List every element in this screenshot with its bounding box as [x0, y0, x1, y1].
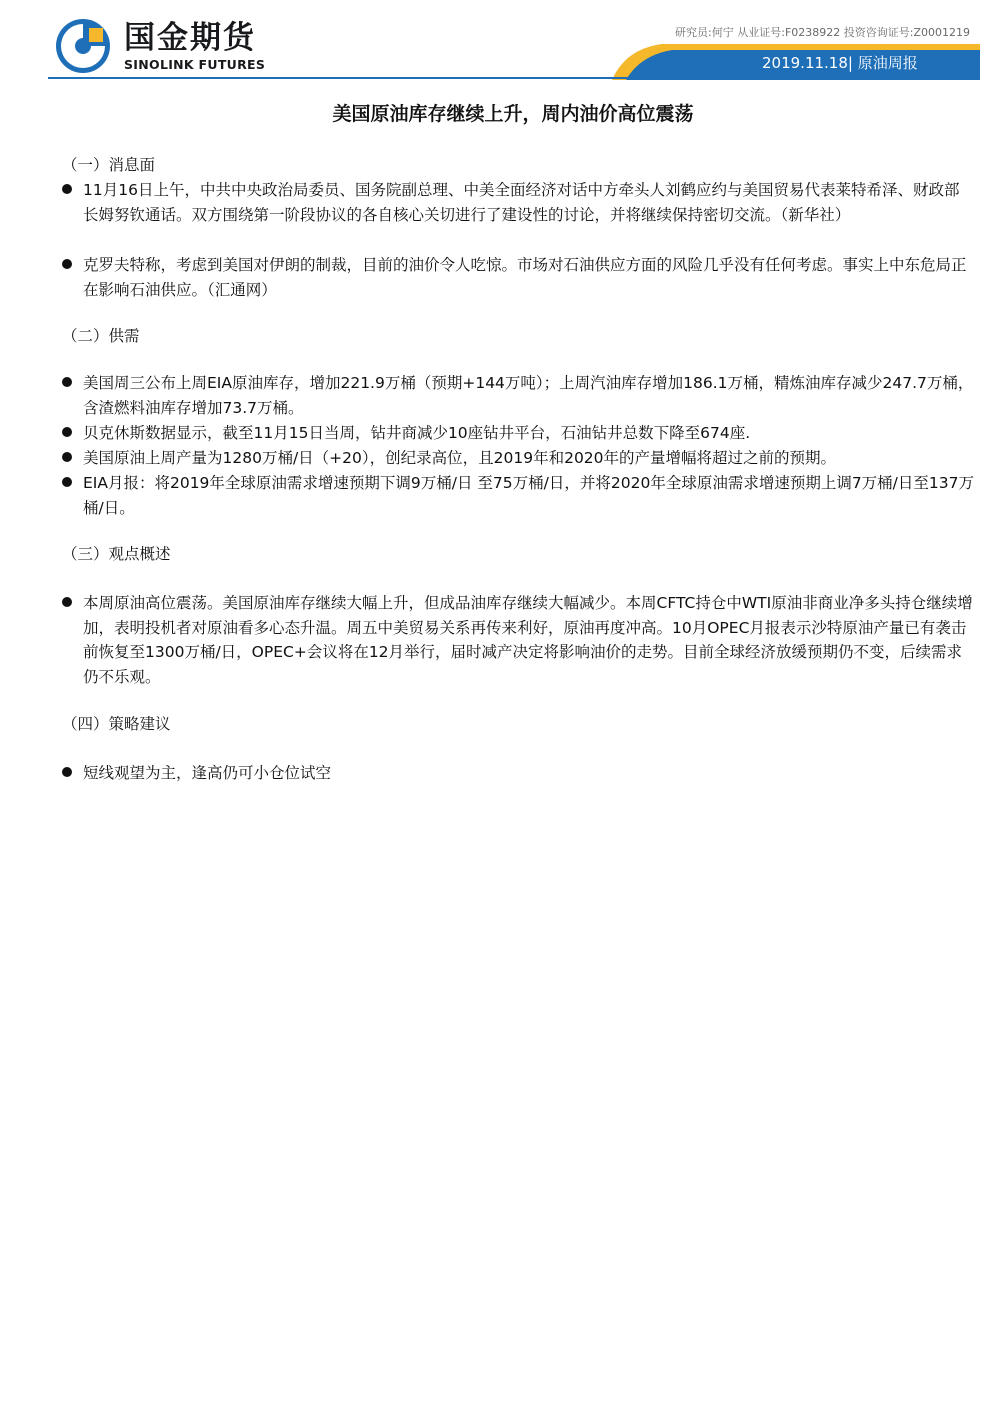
analyst-credentials: 研究员:何宁 从业证号:F0238922 投资咨询证号:Z0001219: [675, 26, 970, 39]
bullet-icon: [62, 597, 72, 607]
section-heading-news: （一）消息面: [62, 156, 156, 174]
bullet-icon: [62, 377, 72, 387]
report-date-label: 2019.11.18| 原油周报: [762, 54, 918, 72]
document-title: 美国原油库存继续上升，周内油价高位震荡: [332, 103, 694, 125]
list-item-text: 美国原油上周产量为1280万桶/日（+20），创纪录高位，且2019年和2020年的产量增幅将超过之前的预期。: [83, 449, 837, 467]
list-item-text: 11月16日上午，中共中央政治局委员、国务院副总理、中美全面经济对话中方牵头人刘鹤应约与美国贸易代表莱特希泽、财政部长姆努钦通话。双方围绕第一阶段协议的各自核心关切进行了建设性的讨论，并将继续保持密切交流。（新华社）: [83, 181, 960, 224]
list-item-text: 美国周三公布上周EIA原油库存，增加221.9万桶（预期+144万吨）；上周汽油库存增加186.1万桶，精炼油库存减少247.7万桶，含渣燃料油库存增加73.7万桶。: [83, 374, 974, 417]
bullet-icon: [62, 184, 72, 194]
list-item-text: 贝克休斯数据显示，截至11月15日当周，钻井商减少10座钻井平台，石油钻井总数下降至674座.: [83, 424, 751, 442]
bullet-icon: [62, 477, 72, 487]
list-item-text: 短线观望为主，逢高仍可小仓位试空: [83, 764, 332, 782]
section-heading-outlook: （三）观点概述: [62, 545, 171, 563]
brand-name-cn: 国金期货: [124, 20, 256, 56]
page-header: [0, 0, 992, 90]
sinolink-logo-icon: [55, 18, 111, 74]
brand-name-en: SINOLINK FUTURES: [124, 57, 266, 72]
header-rule: [48, 77, 980, 79]
list-item-text: 克罗夫特称，考虑到美国对伊朗的制裁，目前的油价令人吃惊。市场对石油供应方面的风险几乎没有任何考虑。事实上中东危局正在影响石油供应。（汇通网）: [83, 256, 967, 299]
list-item-text: 本周原油高位震荡。美国原油库存继续大幅上升，但成品油库存继续大幅减少。本周CFTC持仓中WTI原油非商业净多头持仓继续增加，表明投机者对原油看多心态升温。周五中美贸易关系再传来利好，原油再度冲高。10月OPEC月报表示沙特原油产量已有袭击前恢复至1300万桶/日，OPEC+会议将在12月举行，届时减产决定将影响油价的走势。目前全球经济放缓预期仍不变，后续需求仍不乐观。: [83, 594, 973, 686]
section-heading-supply-demand: （二）供需: [62, 327, 140, 345]
bullet-icon: [62, 452, 72, 462]
bullet-icon: [62, 427, 72, 437]
bullet-icon: [62, 767, 72, 777]
bullet-icon: [62, 259, 72, 269]
section-heading-strategy: （四）策略建议: [62, 715, 171, 733]
list-item-text: EIA月报：将2019年全球原油需求增速预期下调9万桶/日 至75万桶/日，并将2020年全球原油需求增速预期上调7万桶/日至137万桶/日。: [83, 474, 974, 517]
